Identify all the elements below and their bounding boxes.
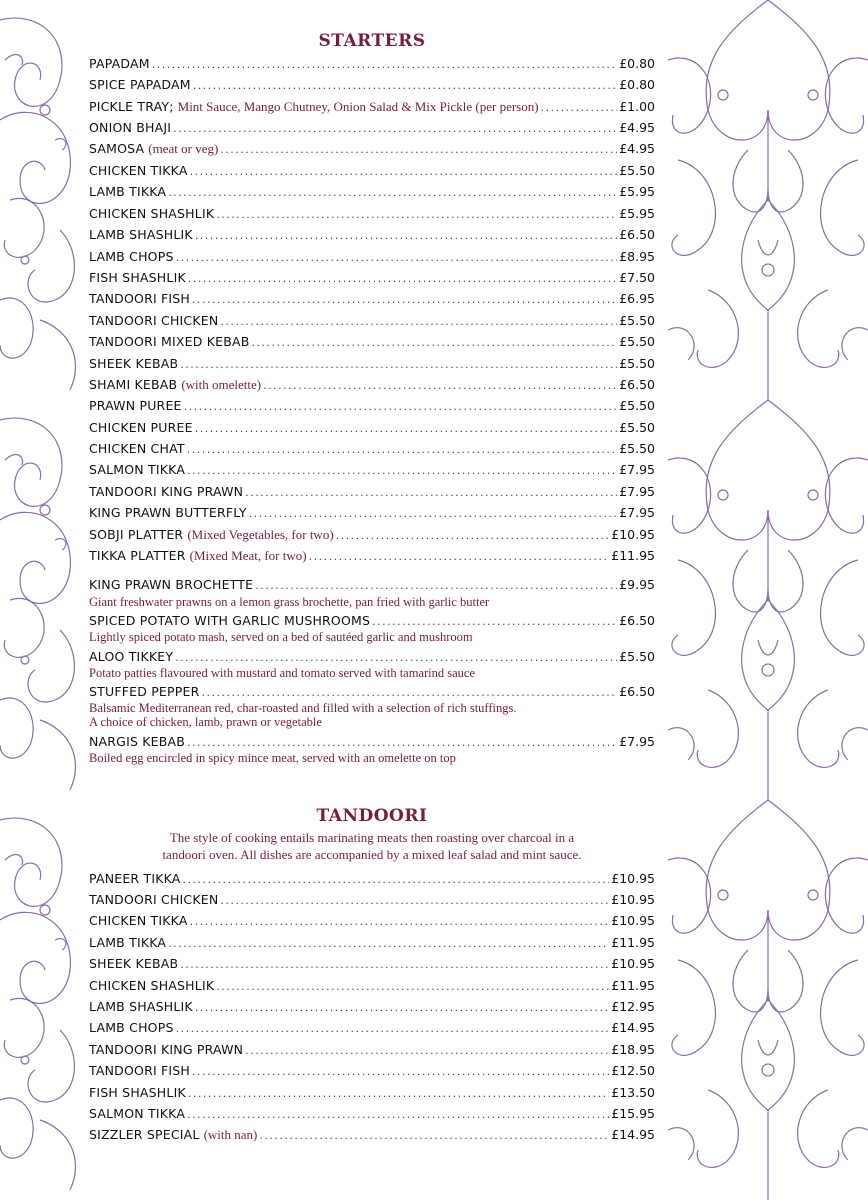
menu-item: SOBJI PLATTER (Mixed Vegetables, for two) ..... £10.95 xyxy=(89,527,655,545)
menu-item: LAMB CHOPS ..... £8.95 xyxy=(89,249,655,267)
menu-item: CHICKEN SHASHLIK ..... £5.95 xyxy=(89,206,655,224)
menu-item: PICKLE TRAY; Mint Sauce, Mango Chutney, Onion Salad & Mix Pickle (per person) ..... £1.00 xyxy=(89,99,655,117)
menu-item: FISH SHASHLIK ..... £7.50 xyxy=(89,270,655,288)
menu-item: CHICKEN TIKKA ..... £10.95 xyxy=(89,913,655,931)
menu-item: CHICKEN SHASHLIK ..... £11.95 xyxy=(89,978,655,996)
special-item: ALOO TIKKEY ..... £5.50 xyxy=(89,649,655,667)
menu-item: LAMB SHASHLIK ..... £6.50 xyxy=(89,227,655,245)
special-item-description: Potato patties flavoured with mustard and tomato served with tamarind sauce xyxy=(89,666,476,680)
special-item-description: Giant freshwater prawns on a lemon grass brochette, pan fried with garlic butter xyxy=(89,595,490,609)
menu-item: LAMB CHOPS ..... £14.95 xyxy=(89,1020,655,1038)
menu-item: CHICKEN TIKKA ..... £5.50 xyxy=(89,163,655,181)
menu-item: LAMB TIKKA ..... £5.95 xyxy=(89,184,655,202)
ornamental-border-right-icon xyxy=(668,0,868,1200)
menu-item: SHAMI KEBAB (with omelette) ..... £6.50 xyxy=(89,377,655,395)
menu-item: TANDOORI CHICKEN ..... £5.50 xyxy=(89,313,655,331)
menu-item: SHEEK KEBAB ..... £5.50 xyxy=(89,356,655,374)
tandoori-intro-line: tandoori oven. All dishes are accompanied by a mixed leaf salad and mint sauce. xyxy=(162,847,582,862)
menu-item: SALMON TIKKA ..... £7.95 xyxy=(89,462,655,480)
menu-item: PAPADAM ..... £0.80 xyxy=(89,56,655,74)
ornamental-border-left-icon xyxy=(0,0,84,1200)
special-item: KING PRAWN BROCHETTE ..... £9.95 xyxy=(89,577,655,595)
menu-item: SPICE PAPADAM ..... £0.80 xyxy=(89,77,655,95)
menu-item: TANDOORI KING PRAWN ..... £7.95 xyxy=(89,484,655,502)
menu-item: FISH SHASHLIK ..... £13.50 xyxy=(89,1085,655,1103)
special-item-description: Balsamic Mediterranean red, char-roasted and filled with a selection of rich stuffings. xyxy=(89,701,517,715)
menu-item: TANDOORI MIXED KEBAB ..... £5.50 xyxy=(89,334,655,352)
special-item: STUFFED PEPPER ..... £6.50 xyxy=(89,684,655,702)
menu-item: LAMB SHASHLIK ..... £12.95 xyxy=(89,999,655,1017)
menu-item: CHICKEN CHAT ..... £5.50 xyxy=(89,441,655,459)
menu-item: LAMB TIKKA ..... £11.95 xyxy=(89,935,655,953)
special-item-description: Boiled egg encircled in spicy mince meat, served with an omelette on top xyxy=(89,751,456,765)
menu-item: TANDOORI CHICKEN ..... £10.95 xyxy=(89,892,655,910)
menu-item: TANDOORI KING PRAWN ..... £18.95 xyxy=(89,1042,655,1060)
menu-item: ONION BHAJI ..... £4.95 xyxy=(89,120,655,138)
special-item: NARGIS KEBAB ..... £7.95 xyxy=(89,734,655,752)
menu-item: PANEER TIKKA ..... £10.95 xyxy=(89,871,655,889)
tandoori-intro-line: The style of cooking entails marinating meats then roasting over charcoal in a xyxy=(169,830,575,845)
menu-item: CHICKEN PUREE ..... £5.50 xyxy=(89,420,655,438)
menu-item: KING PRAWN BUTTERFLY ..... £7.95 xyxy=(89,505,655,523)
menu-item: SAMOSA (meat or veg) ..... £4.95 xyxy=(89,141,655,159)
special-item-description: Lightly spiced potato mash, served on a bed of sautéed garlic and mushroom xyxy=(89,630,473,644)
menu-item: TANDOORI FISH ..... £12.50 xyxy=(89,1063,655,1081)
menu-item: PRAWN PUREE ..... £5.50 xyxy=(89,398,655,416)
menu-item: SIZZLER SPECIAL (with nan) ..... £14.95 xyxy=(89,1127,655,1145)
starters-heading: STARTERS xyxy=(318,31,426,51)
menu-item: SHEEK KEBAB ..... £10.95 xyxy=(89,956,655,974)
special-item: SPICED POTATO WITH GARLIC MUSHROOMS ..... £6.50 xyxy=(89,613,655,631)
menu-item: TANDOORI FISH ..... £6.95 xyxy=(89,291,655,309)
tandoori-heading: TANDOORI xyxy=(316,806,428,826)
menu-item: SALMON TIKKA ..... £15.95 xyxy=(89,1106,655,1124)
special-item-description: A choice of chicken, lamb, prawn or vegetable xyxy=(89,715,322,729)
menu-item: TIKKA PLATTER (Mixed Meat, for two) ..... £11.95 xyxy=(89,548,655,566)
